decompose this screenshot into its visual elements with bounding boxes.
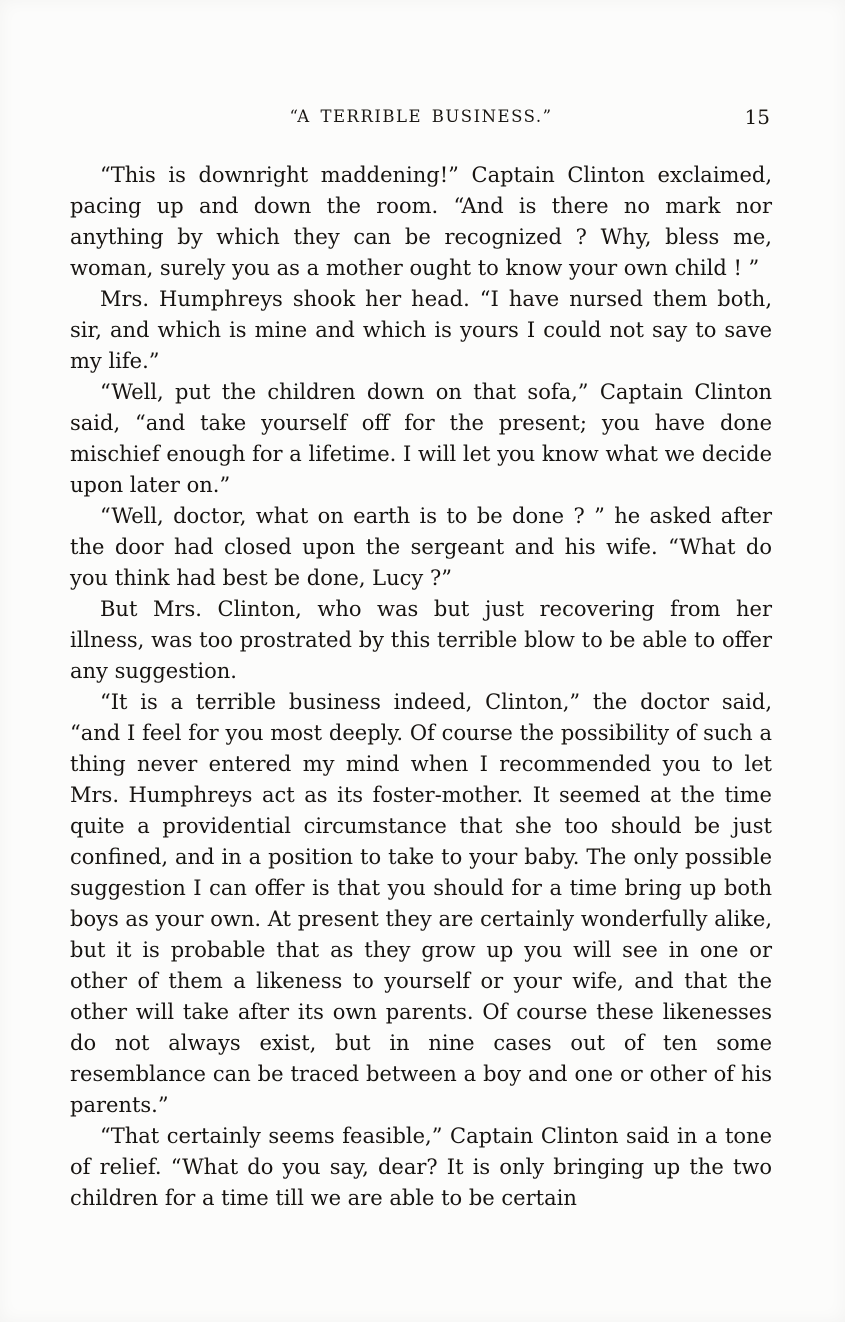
paragraph: Mrs. Humphreys shook her head. “I have nursed them both, sir, and which is mine and which is yours I could not say to save my life.”	[70, 287, 772, 373]
page-number: 15	[744, 105, 770, 129]
paragraph: “It is a terrible business indeed, Clinton,” the doctor said, “and I feel for you most deeply. Of course the possibility of such a thing never entered my mind when I recommended you to let Mrs. Humphreys act as its foster-mother. It seemed at the time quite a providential circumstance that she too should be just confined, and in a position to take to your baby. The only possible suggestion I can offer is that you should for a time bring up both boys as your own. At present they are certainly wonderfully alike, but it is probable that as they grow up you will see in one or other of them a likeness to yourself or your wife, and that the other will take after its own parents. Of course these likenesses do not always exist, but in nine cases out of ten some resemblance can be traced between a boy and one or other of his parents.”	[70, 690, 772, 1117]
page-body	[70, 160, 772, 1214]
paragraph: “Well, put the children down on that sofa,” Captain Clinton said, “and take yourself off for the present; you have done mischief enough for a lifetime. I will let you know what we decide upon later on.”	[70, 380, 772, 497]
paragraph: But Mrs. Clinton, who was but just recovering from her illness, was too prostrated by this terrible blow to be able to offer any suggestion.	[70, 597, 772, 683]
paragraph: “That certainly seems feasible,” Captain Clinton said in a tone of relief. “What do you say, dear? It is only bringing up the two children for a time till we are able to be certain	[70, 1124, 772, 1210]
paragraph: “This is downright maddening!” Captain Clinton exclaimed, pacing up and down the room. “And is there no mark nor anything by which they can be recognized ? Why, bless me, woman, surely you as a mother ought to know your own child ! ”	[70, 163, 772, 280]
running-title: “A TERRIBLE BUSINESS.”	[289, 107, 553, 126]
page-header	[70, 107, 772, 133]
paragraph: “Well, doctor, what on earth is to be done ? ” he asked after the door had closed upon the sergeant and his wife. “What do you think had best be done, Lucy ?”	[70, 504, 772, 590]
